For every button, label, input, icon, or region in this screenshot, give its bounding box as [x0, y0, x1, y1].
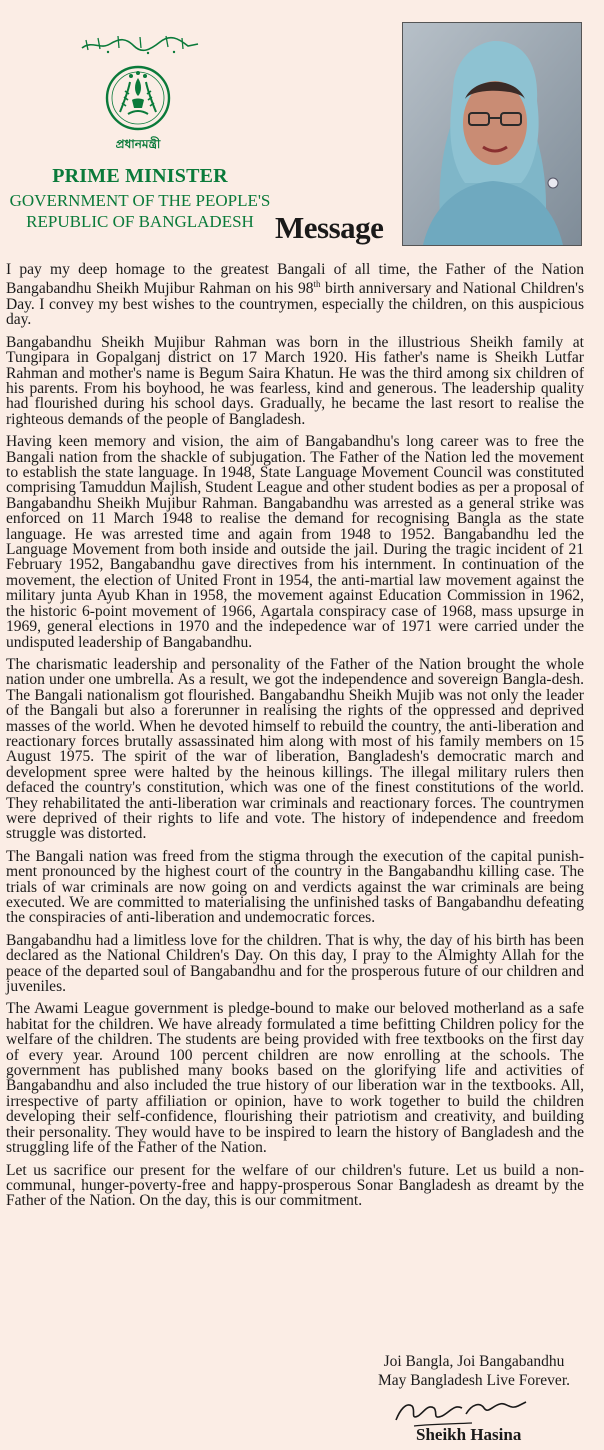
bismillah-calligraphy — [78, 30, 202, 56]
closing-lines — [378, 1352, 570, 1390]
government-line-1: GOVERNMENT OF THE PEOPLE'S — [9, 191, 271, 210]
prime-minister-portrait — [402, 22, 582, 246]
closing-line-2: May Bangladesh Live Forever. — [378, 1372, 570, 1389]
handwritten-signature — [392, 1390, 532, 1430]
government-line-2: REPUBLIC OF BANGLADESH — [26, 212, 254, 231]
paragraph: Let us sacrifice our present for the welfare of our children's future. Let us build a non-communal, hunger-poverty-free and happy-prosperous Sonar Bangladesh as dreamt by the Father of the Nation. On the day, this is our commitment. — [6, 1161, 584, 1210]
paragraph: Bangabandhu Sheikh Mujibur Rahman was born in the illustrious Sheikh family at Tungipara in Gopalganj district on 17 March 1920. His father's name is Sheikh Lutfar Rahman and mother's name is Begum Saira Khatun. He was the third among six children of his parents. From his boyhood, he was fearless, kind and generous. The leadership quality had flourished during his school days. Gradually, he became the last resort to realise the righteous demands of the people of Bangladesh. — [6, 333, 584, 428]
paragraph: The Awami League government is pledge-bound to make our beloved motherland as a safe habitat for the children. We have already formulated a time befitting Children policy for the welfare of the children. The students are being provided with free textbooks on the first day of every year. Around 100 percent children are now enrolling at the schools. The government has published many books based on the glorifying life and activities of Bangabandhu and also included the true history of our liberation war in the textbooks. All, irrespective of party affiliation or opinion, have to work together to build the children developing their self-confidence, flourishing their patriotism and creativity, and building their personality. They would have to be inspired to learn the history of Bangladesh and the struggling life of the Father of the Nation. — [6, 1000, 584, 1157]
government-emblem — [98, 62, 178, 154]
message-body — [6, 262, 584, 1216]
paragraph: Bangabandhu had a limitless love for the children. That is why, the day of his birth has been declared as the National Children's Day. On this day, I pray to the Almighty Allah for the peace of the departed soul of Bangabandhu and for the prosperous future of our children and juveniles. — [6, 931, 584, 996]
message-header — [0, 0, 604, 256]
closing-line-1: Joi Bangla, Joi Bangabandhu — [383, 1353, 565, 1370]
paragraph: The Bangali nation was freed from the stigma through the execution of the capital punish-ment pronounced by the highest court of the country in the Bangabandhu killing case. The trials of war criminals are now going on and verdicts against the war criminals are being executed. We are committed to materialising the unfinished tasks of Bangabandhu defeating the conspiracies of anti-liberation and undemocratic forces. — [6, 847, 584, 927]
paragraph-1-end: birth anniversary and National Children's Day. I convey my best wishes to the countrymen, especially the children, on this auspicious day. — [6, 280, 585, 329]
paragraph — [6, 262, 584, 328]
paragraph: The charismatic leadership and personality of the Father of the Nation brought the whole nation under one umbrella. As a result, we got the independence and sovereign Bangla-desh. The Bangali nationalism got flourished. Bangabandhu Sheikh Mujib was not only the leader of the Bangali but also a forerunner in realising the rights of the oppressed and deprived masses of the world. When he devoted himself to rebuild the country, the anti-liberation and reactionary forces brutally assassinated him along with most of his family members on 15 August 1975. The spirit of the war of liberation, Bangladesh's democratic march and development spree were halted by the heinous killings. The illegal military rulers then defaced the country's constitution, which was one of the finest constitutions of the world. They rehabilitated the anti-liberation war criminals and reactionary forces. The countrymen were deprived of their rights to life and vote. The history of independence and freedom struggle was distorted. — [6, 655, 584, 843]
prime-minister-title: PRIME MINISTER — [52, 165, 228, 187]
paragraph-1-start: I pay my deep homage to the greatest Bangali of all time, the Father of the Nation Bangabandhu Sheikh Mujibur Rahman on his 98 — [6, 261, 584, 298]
signer-name: Sheikh Hasina — [416, 1425, 522, 1444]
message-heading: Message — [275, 210, 384, 245]
emblem-label: প্রধানমন্ত্রী — [115, 137, 161, 151]
paragraph: Having keen memory and vision, the aim of Bangabandhu's long career was to free the Bangali nation from the shackle of subjugation. The Father of the Nation led the movement to establish the state language. In 1948, State Language Movement Council was constituted comprising Tamuddun Majlish, Student League and other student bodies as per a proposal of Bangabandhu Sheikh Mujibur Rahman. Bangabandhu was arrested as a general strike was enforced on 11 March 1948 to realise the demand for recognising Bangla as the state language. He was arrested time and again from 1948 to 1952. Bangabandhu led the Language Movement from both inside and outside the jail. During the tragic incident of 21 February 1952, Bangabandhu gave directives from his internment. In continuation of the movement, the election of United Front in 1954, the anti-martial law movement against the military junta Ayub Khan in 1958, the movement against Education Commission in 1962, the historic 6-point movement of 1966, Agartala conspiracy case of 1968, mass upsurge in 1969, general elections in 1970 and the indepedence war of 1971 were carried under the undisputed leadership of Bangabandhu. — [6, 433, 584, 651]
ordinal-suffix: th — [313, 279, 321, 290]
